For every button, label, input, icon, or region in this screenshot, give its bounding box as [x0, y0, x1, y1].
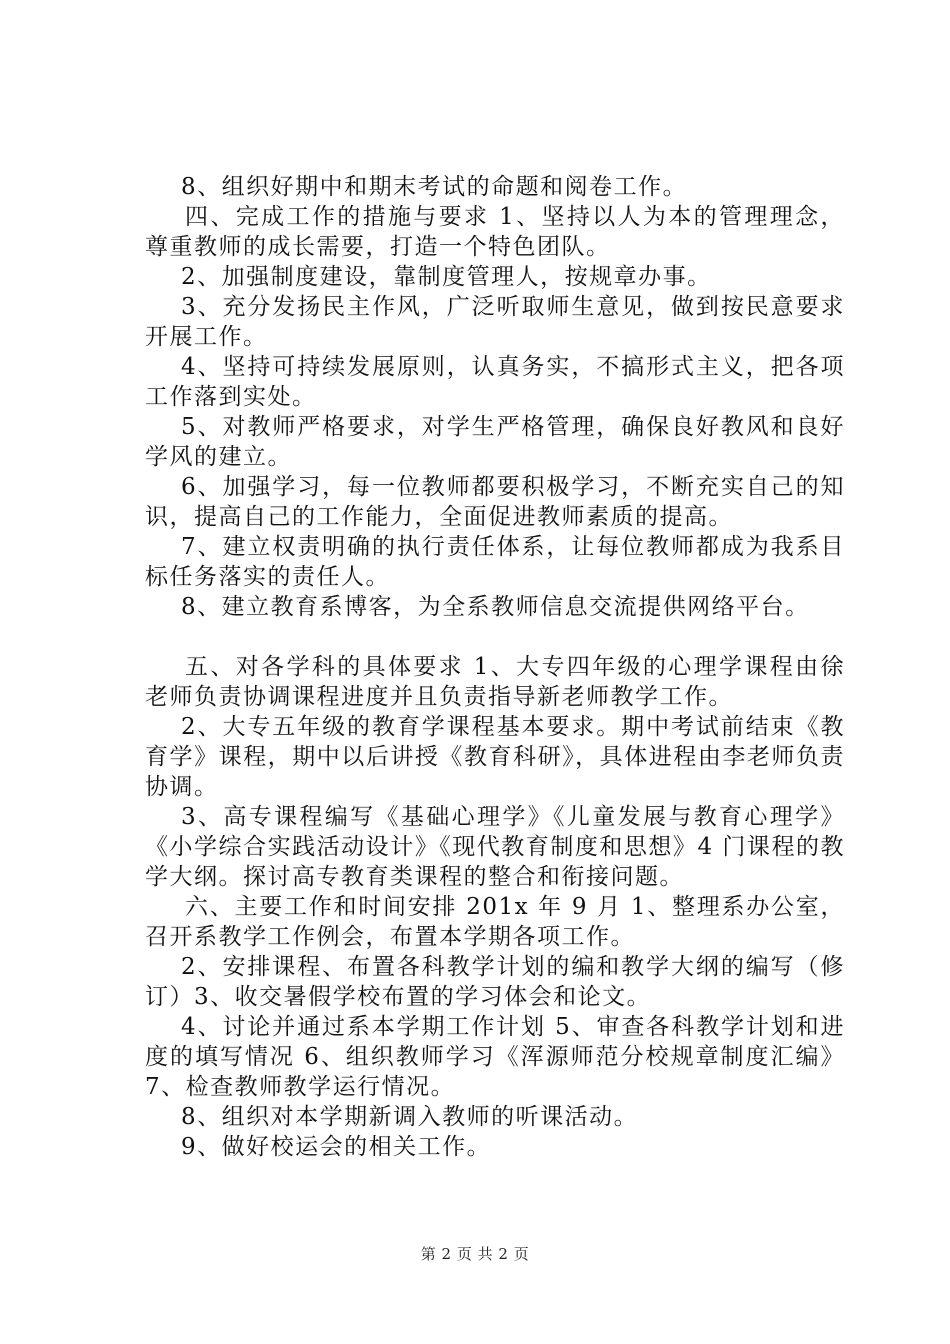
paragraph-11: 2、大专五年级的教育学课程基本要求。期中考试前结束《教育学》课程，期中以后讲授《教育科研》，具体进程由李老师负责协调。: [145, 714, 845, 800]
paragraph-section-6: 六、主要工作和时间安排 201x 年 9 月 1、整理系办公室，召开系教学工作例会，布置本学期各项工作。: [145, 894, 845, 950]
paragraph-6: 5、对教师严格要求，对学生严格管理，确保良好教风和良好学风的建立。: [145, 414, 845, 470]
paragraph-12: 3、高专课程编写《基础心理学》《儿童发展与教育心理学》《小学综合实践活动设计》《现代教育制度和思想》4 门课程的教学大纲。探讨高专教育类课程的整合和衔接问题。: [145, 804, 845, 890]
paragraph-section-4: 四、完成工作的措施与要求 1、坚持以人为本的管理理念，尊重教师的成长需要，打造一个特色团队。: [145, 204, 845, 260]
paragraph-7: 6、加强学习，每一位教师都要积极学习，不断充实自己的知识，提高自己的工作能力，全面促进教师素质的提高。: [145, 474, 845, 530]
paragraph-3: 2、加强制度建设，靠制度管理人，按规章办事。: [181, 264, 712, 290]
paragraph-4: 3、充分发扬民主作风，广泛听取师生意见，做到按民意要求开展工作。: [145, 294, 845, 350]
paragraph-9: 8、建立教育系博客，为全系教师信息交流提供网络平台。: [181, 594, 810, 620]
paragraph-16: 8、组织对本学期新调入教师的听课活动。: [181, 1104, 639, 1130]
paragraph-1: 8、组织好期中和期末考试的命题和阅卷工作。: [181, 174, 688, 200]
paragraph-section-5: 五、对各学科的具体要求 1、大专四年级的心理学课程由徐老师负责协调课程进度并且负责指导新老师教学工作。: [145, 654, 845, 710]
paragraph-14: 2、安排课程、布置各科教学计划的编和教学大纲的编写（修订）3、收交暑假学校布置的学习体会和论文。: [145, 954, 845, 1010]
paragraph-8: 7、建立权责明确的执行责任体系，让每位教师都成为我系目标任务落实的责任人。: [145, 534, 845, 590]
page-footer: 第 2 页 共 2 页: [420, 1245, 530, 1263]
paragraph-5: 4、坚持可持续发展原则，认真务实，不搞形式主义，把各项工作落到实处。: [145, 354, 845, 410]
paragraph-gap: [145, 622, 845, 652]
document-body: [145, 172, 845, 1162]
paragraph-15: 4、讨论并通过系本学期工作计划 5、审查各科教学计划和进度的填写情况 6、组织教师学习《浑源师范分校规章制度汇编》7、检查教师教学运行情况。: [145, 1014, 845, 1100]
paragraph-17: 9、做好校运会的相关工作。: [181, 1134, 492, 1160]
